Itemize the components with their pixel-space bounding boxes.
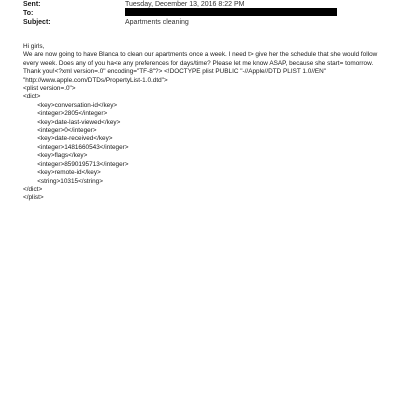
xml-line: <key>flags</key> (23, 152, 88, 160)
thank-you-line: Thank you!<?xml version=.0" encoding="TF-8"?> <!DOCTYPE plist PUBLIC "-//Apple//DTD PLIST 1.0//EN" "http://www.apple.com/DTDs/PropertyList-1.0.dtd"> (23, 68, 328, 84)
to-label: To: (23, 10, 34, 17)
xml-line: </dict> (23, 185, 43, 193)
xml-line: </plist> (23, 194, 44, 202)
subject-value: Apartments cleaning (125, 19, 189, 26)
sent-value: Tuesday, December 13, 2016 8:22 PM (125, 1, 245, 8)
xml-line: <integer>1481660543</integer> (23, 143, 129, 151)
xml-line: <dict> (23, 93, 41, 101)
xml-line: <key>date-last-viewed</key> (23, 118, 121, 126)
message-paragraph: We are now going to have Blanca to clean our apartments once a week. I need t> give her the schedule that she would follow every week. Does any of you ha<e any preferences for days/time? Please let me know ASAP, because she start= tomorrow. (23, 51, 380, 67)
message-body (23, 43, 383, 203)
xml-line: <plist version=.0"> (23, 85, 76, 93)
greeting: Hi girls, (23, 43, 45, 50)
xml-line: <string>10315</string> (23, 177, 103, 185)
sent-label: Sent: (23, 1, 41, 8)
xml-line: <key>date-received</key> (23, 135, 113, 143)
xml-line: <integer>2805</integer> (23, 110, 108, 118)
to-redaction (125, 8, 337, 16)
xml-line: <integer>8590195713</integer> (23, 160, 129, 168)
subject-label: Subject: (23, 19, 51, 26)
xml-line: <key>conversation-id</key> (23, 101, 118, 109)
xml-line: <integer>0</integer> (23, 127, 97, 135)
xml-line: <key>remote-id</key> (23, 169, 101, 177)
